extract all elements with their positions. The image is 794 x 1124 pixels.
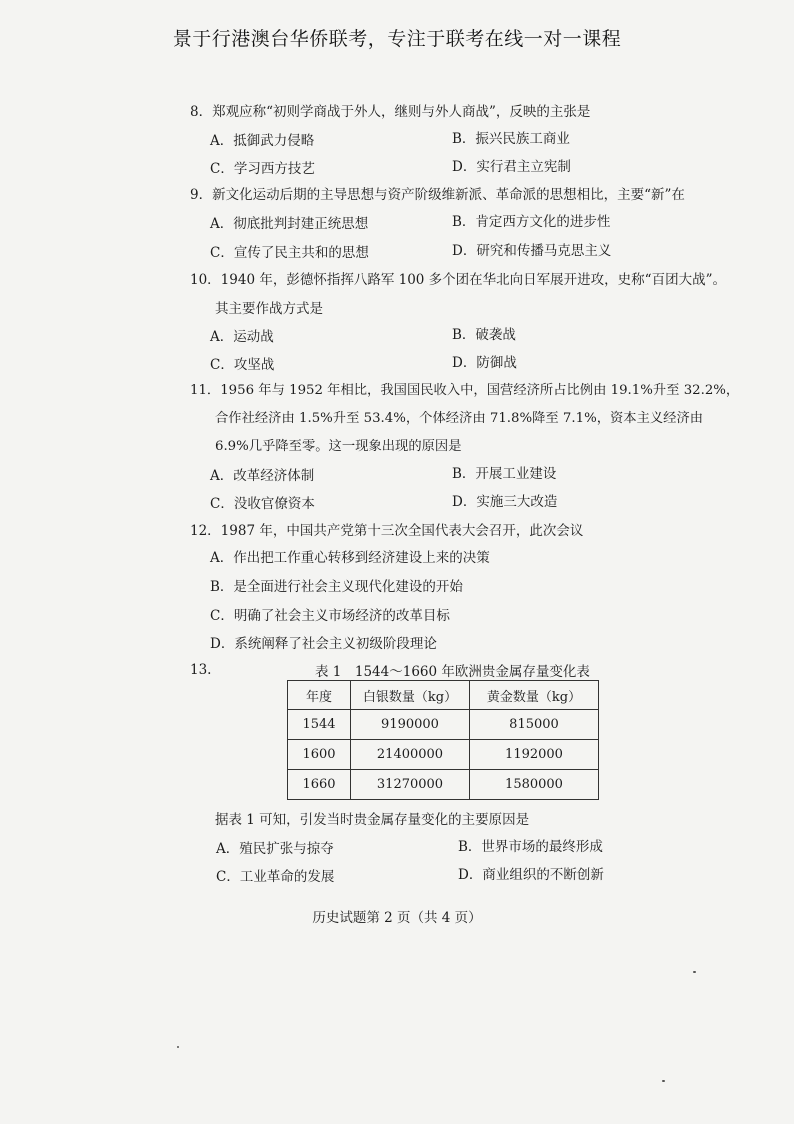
question-8-option-d: D．实行君主立宪制 xyxy=(452,159,571,175)
question-13-option-d: D．商业组织的不断创新 xyxy=(458,867,604,883)
question-10-stem: 10．1940 年，彭德怀指挥八路军 100 多个团在华北向日军展开进攻，史称“百团大战”。 xyxy=(190,272,726,288)
table-header-row xyxy=(288,681,599,710)
header-silver: 白银数量（kg） xyxy=(351,681,470,710)
question-11-option-b: B．开展工业建设 xyxy=(452,466,557,482)
question-8-option-a: A．抵御武力侵略 xyxy=(210,133,315,149)
header-gold: 黄金数量（kg） xyxy=(470,681,599,710)
question-12-option-a: A．作出把工作重心转移到经济建设上来的决策 xyxy=(210,550,490,566)
cell-silver: 31270000 xyxy=(351,770,470,800)
question-10-stem-cont: 其主要作战方式是 xyxy=(215,301,323,317)
question-11-stem-cont-2: 6.9%几乎降至零。这一现象出现的原因是 xyxy=(215,439,462,454)
header-year: 年度 xyxy=(288,681,351,710)
question-10-option-c: C．攻坚战 xyxy=(210,357,275,373)
table-row xyxy=(288,710,599,740)
question-10-option-b: B．破袭战 xyxy=(452,327,516,343)
question-11-option-c: C．没收官僚资本 xyxy=(210,496,315,512)
question-13-number: 13. xyxy=(190,662,212,678)
header-banner: 景于行港澳台华侨联考，专注于联考在线一对一课程 xyxy=(172,28,622,50)
table-caption: 表 1 1544～1660 年欧洲贵金属存量变化表 xyxy=(315,664,590,680)
question-11-option-d: D．实施三大改造 xyxy=(452,494,558,510)
question-12-option-d: D．系统阐释了社会主义初级阶段理论 xyxy=(210,636,437,652)
cell-year: 1544 xyxy=(288,710,351,740)
cell-year: 1660 xyxy=(288,770,351,800)
question-13-option-a: A．殖民扩张与掠夺 xyxy=(216,841,334,857)
table-row xyxy=(288,740,599,770)
question-13-option-b: B．世界市场的最终形成 xyxy=(458,839,603,855)
cell-silver: 9190000 xyxy=(351,710,470,740)
table-row xyxy=(288,770,599,800)
cell-silver: 21400000 xyxy=(351,740,470,770)
scan-speck xyxy=(177,1046,179,1048)
page-footer: 历史试题第 2 页（共 4 页） xyxy=(312,910,482,926)
question-13-stem: 据表 1 可知，引发当时贵金属存量变化的主要原因是 xyxy=(215,812,530,828)
question-10-option-d: D．防御战 xyxy=(452,355,517,371)
question-9-option-d: D．研究和传播马克思主义 xyxy=(452,243,612,259)
question-11-option-a: A．改革经济体制 xyxy=(210,468,315,484)
precious-metal-table xyxy=(287,680,599,800)
question-8-option-c: C．学习西方技艺 xyxy=(210,161,315,177)
scan-speck xyxy=(693,971,696,973)
question-12-option-b: B．是全面进行社会主义现代化建设的开始 xyxy=(210,579,463,595)
question-10-option-a: A．运动战 xyxy=(210,329,274,345)
cell-year: 1600 xyxy=(288,740,351,770)
question-11-stem: 11．1956 年与 1952 年相比，我国国民收入中，国营经济所占比例由 19.1%升至 32.2%， xyxy=(190,383,740,398)
question-13-option-c: C．工业革命的发展 xyxy=(216,869,335,885)
cell-gold: 815000 xyxy=(470,710,599,740)
cell-gold: 1192000 xyxy=(470,740,599,770)
cell-gold: 1580000 xyxy=(470,770,599,800)
question-9-stem: 9．新文化运动后期的主导思想与资产阶级维新派、革命派的思想相比，主要“新”在 xyxy=(190,187,685,203)
scan-speck xyxy=(662,1080,665,1082)
question-8-option-b: B．振兴民族工商业 xyxy=(452,131,570,147)
question-12-option-c: C．明确了社会主义市场经济的改革目标 xyxy=(210,608,450,624)
question-9-option-a: A．彻底批判封建正统思想 xyxy=(210,216,369,232)
question-12-stem: 12．1987 年，中国共产党第十三次全国代表大会召开，此次会议 xyxy=(190,523,584,539)
question-11-stem-cont-1: 合作社经济由 1.5%升至 53.4%，个体经济由 71.8%降至 7.1%，资本主义经济由 xyxy=(215,411,704,426)
question-9-option-c: C．宣传了民主共和的思想 xyxy=(210,245,369,261)
question-8-stem: 8．郑观应称“初则学商战于外人，继则与外人商战”，反映的主张是 xyxy=(190,104,591,120)
question-9-option-b: B．肯定西方文化的进步性 xyxy=(452,214,611,230)
